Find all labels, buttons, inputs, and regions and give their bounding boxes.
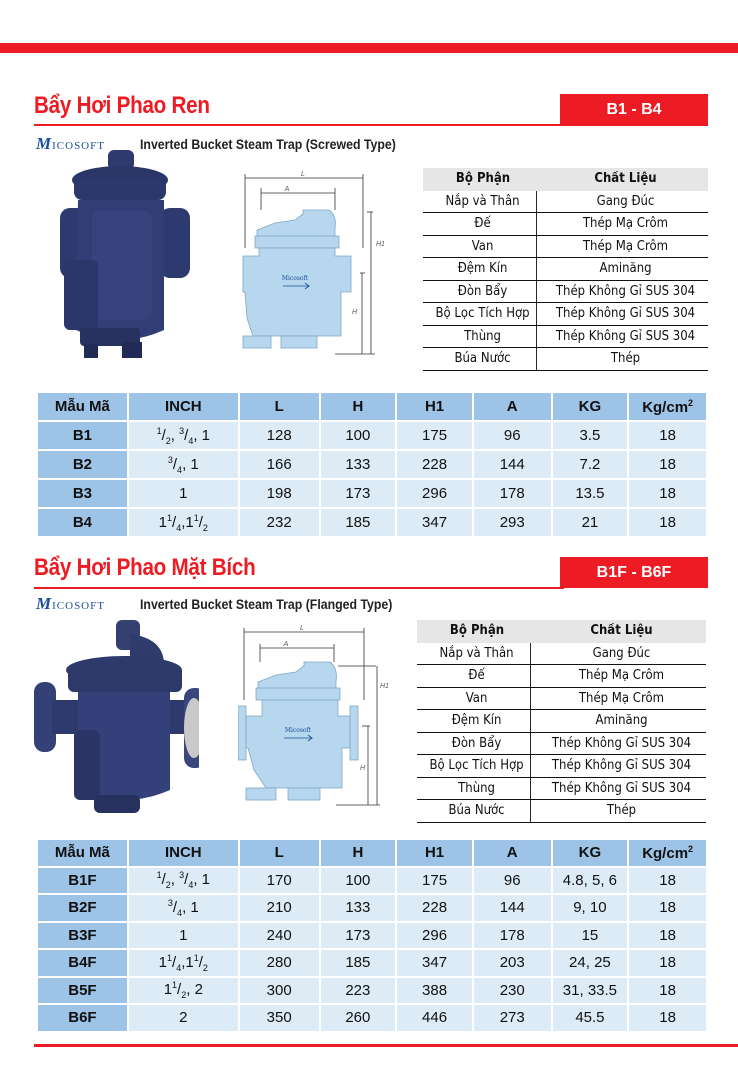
header-a: A — [474, 840, 551, 866]
l: 210 — [240, 895, 319, 921]
part: Đệm Kín — [423, 710, 531, 732]
l: 280 — [240, 950, 319, 976]
a: 273 — [474, 1005, 551, 1031]
h1: 446 — [397, 1005, 472, 1031]
header-model: Mẫu Mã — [38, 393, 127, 420]
model: B4F — [38, 950, 127, 976]
material: Thép Không Gỉ SUS 304 — [551, 758, 692, 773]
material-row — [417, 755, 706, 778]
l: 170 — [240, 868, 319, 894]
kg: 9, 10 — [553, 895, 628, 921]
inch: 2 — [129, 1005, 238, 1031]
product-subtitle: Inverted Bucket Steam Trap (Screwed Type) — [140, 136, 396, 152]
part: Đế — [429, 213, 537, 235]
material: Thép Mạ Crôm — [578, 690, 665, 706]
h1: 296 — [397, 480, 472, 507]
material-row — [423, 326, 708, 349]
part: Bộ Lọc Tích Hợp — [429, 303, 537, 325]
model-range-badge: B1F - B6F — [560, 557, 708, 588]
part: Đệm Kín — [429, 258, 537, 280]
model: B2 — [38, 451, 127, 478]
micosoft-logo: Micosoft — [36, 594, 105, 613]
material: Gang Đúc — [592, 645, 651, 661]
svg-text:A: A — [284, 186, 290, 193]
flanged-trap-photo — [34, 620, 199, 820]
a: 293 — [474, 509, 551, 536]
model: B1F — [38, 868, 127, 894]
table-row — [38, 978, 706, 1004]
h: 100 — [321, 868, 396, 894]
inch: 1 — [129, 923, 238, 949]
kg: 4.8, 5, 6 — [553, 868, 628, 894]
materials-header-row — [417, 620, 706, 643]
pressure: 18 — [629, 509, 706, 536]
h: 260 — [321, 1005, 396, 1031]
l: 300 — [240, 978, 319, 1004]
svg-text:H1: H1 — [376, 241, 385, 248]
specs-header-row — [38, 393, 706, 420]
material-row — [423, 258, 708, 281]
product-subtitle: Inverted Bucket Steam Trap (Flanged Type) — [140, 596, 393, 612]
table-row — [38, 950, 706, 976]
a: 230 — [474, 978, 551, 1004]
model: B6F — [38, 1005, 127, 1031]
header-h1: H1 — [397, 840, 472, 866]
pressure: 18 — [629, 868, 706, 894]
section-title-screwed: Bẩy Hơi Phao Ren — [34, 92, 210, 119]
part: Van — [429, 236, 537, 258]
kg: 15 — [553, 923, 628, 949]
header-pressure: $Kg/cm^2$ — [629, 840, 706, 866]
svg-text:H1: H1 — [380, 683, 389, 690]
part: Nắp và Thân — [429, 191, 537, 213]
screwed-trap-dimension-diagram — [235, 168, 385, 364]
pressure: 18 — [629, 978, 706, 1004]
l: 232 — [240, 509, 319, 536]
table-row — [38, 451, 706, 478]
a: 96 — [474, 422, 551, 449]
header-part: Bộ Phận — [455, 171, 511, 186]
material: Aminăng — [595, 713, 648, 728]
material: Thép Không Gỉ SUS 304 — [555, 283, 696, 299]
table-row — [38, 1005, 706, 1031]
material-row — [417, 778, 706, 801]
h1: 175 — [397, 868, 472, 894]
kg: 21 — [553, 509, 628, 536]
header-inch: INCH — [129, 393, 238, 420]
pressure: 18 — [629, 950, 706, 976]
section-title-flanged: Bẩy Hơi Phao Mặt Bích — [34, 554, 256, 581]
part: Thùng — [423, 778, 531, 800]
model: B3F — [38, 923, 127, 949]
material-row — [423, 236, 708, 259]
a: 178 — [474, 480, 551, 507]
specs-table-screwed — [36, 391, 708, 538]
table-row — [38, 923, 706, 949]
material-row — [417, 665, 706, 688]
material-row — [423, 213, 708, 236]
header-a: A — [474, 393, 551, 420]
h: 173 — [321, 480, 396, 507]
material: Thép Không Gỉ SUS 304 — [551, 780, 692, 796]
table-row — [38, 895, 706, 921]
a: 178 — [474, 923, 551, 949]
inch: $^1/_2$, $^3/_4$, 1 — [129, 422, 238, 449]
pressure: 18 — [629, 1005, 706, 1031]
svg-text:L: L — [300, 625, 304, 632]
svg-text:H: H — [360, 765, 366, 772]
svg-text:Micosoft: Micosoft — [281, 275, 309, 282]
bottom-accent-line — [34, 1044, 738, 1047]
h: 185 — [321, 509, 396, 536]
l: 350 — [240, 1005, 319, 1031]
material: Aminăng — [599, 261, 652, 276]
h: 100 — [321, 422, 396, 449]
pressure: 18 — [629, 480, 706, 507]
part: Đòn Bẩy — [429, 281, 537, 303]
kg: 7.2 — [553, 451, 628, 478]
part: Nắp và Thân — [423, 643, 531, 665]
table-row — [38, 480, 706, 507]
kg: 13.5 — [553, 480, 628, 507]
material-row — [423, 191, 708, 214]
part: Thùng — [429, 326, 537, 348]
l: 240 — [240, 923, 319, 949]
table-row — [38, 422, 706, 449]
header-h: H — [321, 840, 396, 866]
materials-table-screwed — [423, 168, 708, 371]
h1: 347 — [397, 509, 472, 536]
part: Đòn Bẩy — [423, 733, 531, 755]
header-kg: KG — [553, 393, 628, 420]
kg: 45.5 — [553, 1005, 628, 1031]
materials-table-flanged — [417, 620, 706, 823]
header-l: L — [240, 840, 319, 866]
header-material: Chất Liệu — [594, 171, 657, 186]
kg: 3.5 — [553, 422, 628, 449]
inch: $^1/_2$, $^3/_4$, 1 — [129, 868, 238, 894]
top-accent-bar — [0, 43, 738, 53]
specs-table-flanged — [36, 838, 708, 1033]
header-l: L — [240, 393, 319, 420]
inch: $^3/_4$, 1 — [129, 895, 238, 921]
h1: 228 — [397, 895, 472, 921]
material-row — [423, 303, 708, 326]
title-underline — [34, 124, 564, 126]
model: B3 — [38, 480, 127, 507]
part: Búa Nước — [429, 348, 537, 370]
material-row — [423, 348, 708, 371]
header-inch: INCH — [129, 840, 238, 866]
pressure: 18 — [629, 895, 706, 921]
h1: 347 — [397, 950, 472, 976]
a: 96 — [474, 868, 551, 894]
table-row — [38, 509, 706, 536]
material-row — [417, 733, 706, 756]
a: 144 — [474, 451, 551, 478]
pressure: 18 — [629, 422, 706, 449]
header-model: Mẫu Mã — [38, 840, 127, 866]
screwed-trap-photo — [60, 150, 195, 365]
model-range-badge: B1 - B4 — [560, 94, 708, 126]
specs-header-row — [38, 840, 706, 866]
brand-row — [36, 594, 427, 614]
material: Thép Không Gỉ SUS 304 — [555, 306, 696, 321]
inch: $1^1/_4,1^1/_2$ — [129, 509, 238, 536]
l: 166 — [240, 451, 319, 478]
kg: 31, 33.5 — [553, 978, 628, 1004]
l: 128 — [240, 422, 319, 449]
h: 133 — [321, 895, 396, 921]
part: Bộ Lọc Tích Hợp — [423, 755, 531, 777]
part: Đế — [423, 665, 531, 687]
material-row — [423, 281, 708, 304]
table-row — [38, 868, 706, 894]
material: Thép — [610, 351, 641, 366]
model: B5F — [38, 978, 127, 1004]
model: B2F — [38, 895, 127, 921]
h: 223 — [321, 978, 396, 1004]
material: Thép Mạ Crôm — [582, 216, 669, 231]
micosoft-logo: Micosoft — [36, 134, 105, 153]
model: B4 — [38, 509, 127, 536]
h1: 228 — [397, 451, 472, 478]
material: Thép Mạ Crôm — [582, 238, 669, 254]
part: Búa Nước — [423, 800, 531, 822]
header-material: Chất Liệu — [590, 623, 653, 638]
material-row — [417, 688, 706, 711]
flanged-trap-dimension-diagram — [238, 620, 398, 816]
inch: 1 — [129, 480, 238, 507]
h: 133 — [321, 451, 396, 478]
material-row — [417, 800, 706, 823]
material-row — [417, 643, 706, 666]
material: Thép — [606, 803, 637, 818]
material-row — [417, 710, 706, 733]
material: Gang Đúc — [596, 193, 655, 209]
pressure: 18 — [629, 451, 706, 478]
header-kg: KG — [553, 840, 628, 866]
inch: $1^1/_2$, 2 — [129, 978, 238, 1004]
h: 185 — [321, 950, 396, 976]
model: B1 — [38, 422, 127, 449]
h1: 388 — [397, 978, 472, 1004]
part: Van — [423, 688, 531, 710]
inch: $^3/_4$, 1 — [129, 451, 238, 478]
svg-text:L: L — [301, 171, 305, 178]
l: 198 — [240, 480, 319, 507]
svg-text:Micosoft: Micosoft — [284, 727, 312, 734]
material: Thép Không Gỉ SUS 304 — [555, 328, 696, 344]
header-h: H — [321, 393, 396, 420]
inch: $1^1/_4,1^1/_2$ — [129, 950, 238, 976]
a: 203 — [474, 950, 551, 976]
materials-header-row — [423, 168, 708, 191]
header-part: Bộ Phận — [449, 623, 505, 638]
svg-text:A: A — [283, 641, 289, 648]
a: 144 — [474, 895, 551, 921]
title-underline — [34, 587, 564, 589]
kg: 24, 25 — [553, 950, 628, 976]
h1: 296 — [397, 923, 472, 949]
header-h1: H1 — [397, 393, 472, 420]
material: Thép Mạ Crôm — [578, 668, 665, 683]
material: Thép Không Gỉ SUS 304 — [551, 735, 692, 751]
header-pressure: $Kg/cm^2$ — [629, 393, 706, 420]
h1: 175 — [397, 422, 472, 449]
svg-text:H: H — [352, 309, 358, 316]
h: 173 — [321, 923, 396, 949]
pressure: 18 — [629, 923, 706, 949]
